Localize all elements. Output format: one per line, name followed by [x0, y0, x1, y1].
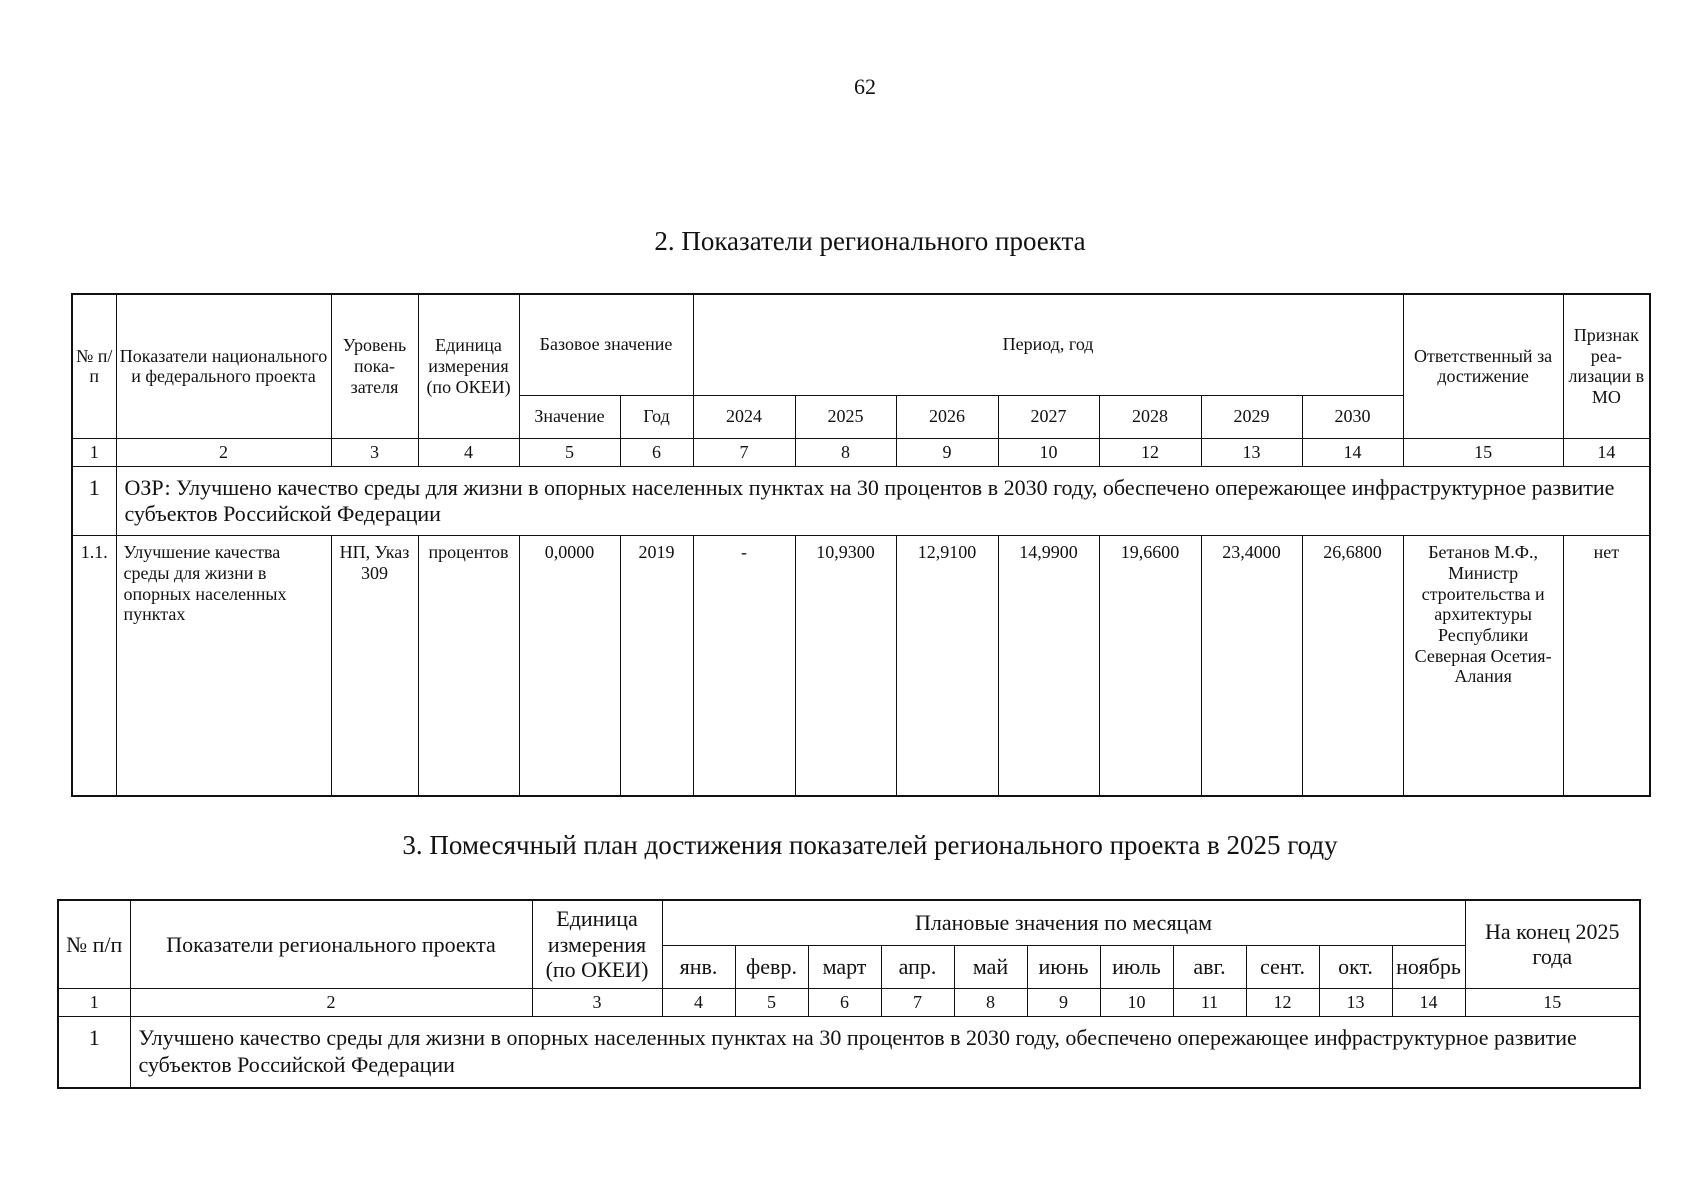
header-sign: Признак реа-лизации в МО — [1563, 294, 1650, 438]
header-year: 2028 — [1099, 395, 1201, 438]
row-value-2029: 23,4000 — [1201, 536, 1302, 796]
header-period: Период, год — [693, 294, 1403, 395]
header-month: февр. — [735, 945, 808, 988]
row-base-value: 0,0000 — [519, 536, 620, 796]
column-number: 10 — [1100, 988, 1173, 1016]
section-2-title: 2. Показатели регионального проекта — [654, 226, 1086, 256]
goal-number: 1 — [72, 466, 116, 536]
header-indicator: Показатели регионального проекта — [130, 900, 532, 988]
column-number: 6 — [808, 988, 881, 1016]
column-number: 4 — [662, 988, 735, 1016]
column-number: 14 — [1392, 988, 1465, 1016]
column-number: 14 — [1563, 438, 1650, 466]
column-number: 5 — [735, 988, 808, 1016]
header-month: сент. — [1246, 945, 1319, 988]
header-unit: Единица измерения (по ОКЕИ) — [532, 900, 662, 988]
column-number: 13 — [1201, 438, 1302, 466]
column-number: 14 — [1302, 438, 1403, 466]
column-number: 5 — [519, 438, 620, 466]
goal-row — [58, 1016, 1640, 1088]
goal-number: 1 — [58, 1016, 130, 1088]
goal-row — [72, 466, 1650, 536]
column-number: 15 — [1465, 988, 1640, 1016]
column-number: 12 — [1246, 988, 1319, 1016]
header-year: 2029 — [1201, 395, 1302, 438]
header-month: янв. — [662, 945, 735, 988]
column-number: 8 — [954, 988, 1027, 1016]
column-number: 15 — [1403, 438, 1563, 466]
column-numbers-row — [58, 988, 1640, 1016]
column-number: 6 — [620, 438, 693, 466]
header-base-value: Значение — [519, 395, 620, 438]
header-num: № п/п — [72, 294, 116, 438]
header-level: Уровень пока-зателя — [331, 294, 418, 438]
column-number: 7 — [693, 438, 795, 466]
header-year: 2026 — [896, 395, 998, 438]
column-number: 3 — [532, 988, 662, 1016]
column-number: 12 — [1099, 438, 1201, 466]
header-month: май — [954, 945, 1027, 988]
header-indicator: Показатели национального и федерального проекта — [116, 294, 331, 438]
row-value-2027: 14,9900 — [998, 536, 1099, 796]
header-row-1 — [58, 900, 1640, 945]
row-value-2026: 12,9100 — [896, 536, 998, 796]
header-year: 2030 — [1302, 395, 1403, 438]
column-number: 9 — [896, 438, 998, 466]
section-3-title: 3. Помесячный план достижения показателей регионального проекта в 2025 году — [402, 830, 1338, 860]
header-month: апр. — [881, 945, 954, 988]
column-number: 8 — [795, 438, 896, 466]
column-number: 10 — [998, 438, 1099, 466]
column-number: 1 — [58, 988, 130, 1016]
column-number: 3 — [331, 438, 418, 466]
header-responsible: Ответственный за достижение — [1403, 294, 1563, 438]
row-indicator: Улучшение качества среды для жизни в опорных населенных пунктах — [116, 536, 331, 796]
row-responsible: Бетанов М.Ф., Министр строительства и архитектуры Республики Северная Осетия-Алания — [1403, 536, 1563, 796]
column-number: 4 — [418, 438, 519, 466]
row-value-2028: 19,6600 — [1099, 536, 1201, 796]
header-year: 2027 — [998, 395, 1099, 438]
row-sign: нет — [1563, 536, 1650, 796]
column-number: 13 — [1319, 988, 1392, 1016]
header-row-1 — [72, 294, 1650, 395]
header-month: ноябрь — [1392, 945, 1465, 988]
row-level: НП, Указ 309 — [331, 536, 418, 796]
column-number: 2 — [130, 988, 532, 1016]
column-number: 9 — [1027, 988, 1100, 1016]
column-numbers-row — [72, 438, 1650, 466]
column-number: 11 — [1173, 988, 1246, 1016]
header-plan: Плановые значения по месяцам — [662, 900, 1465, 945]
header-year: 2024 — [693, 395, 795, 438]
header-year: 2025 — [795, 395, 896, 438]
regional-indicators-table — [71, 293, 1651, 797]
goal-text: Улучшено качество среды для жизни в опорных населенных пунктах на 30 процентов в 2030 году, обеспечено опережающее инфраструктурное развитие субъектов Российской Федерации — [130, 1016, 1640, 1088]
page-number: 62 — [854, 74, 876, 99]
row-number: 1.1. — [72, 536, 116, 796]
header-month: июнь — [1027, 945, 1100, 988]
header-num: № п/п — [58, 900, 130, 988]
header-unit: Единица измерения (по ОКЕИ) — [418, 294, 519, 438]
header-end: На конец 2025 года — [1465, 900, 1640, 988]
column-number: 1 — [72, 438, 116, 466]
header-month: окт. — [1319, 945, 1392, 988]
header-month: авг. — [1173, 945, 1246, 988]
goal-text: ОЗР: Улучшено качество среды для жизни в опорных населенных пунктах на 30 процентов в 2030 году, обеспечено опережающее инфраструктурное развитие субъектов Российской Федерации — [116, 466, 1650, 536]
column-number: 2 — [116, 438, 331, 466]
row-value-2024: - — [693, 536, 795, 796]
column-number: 7 — [881, 988, 954, 1016]
header-month: июль — [1100, 945, 1173, 988]
monthly-plan-table — [57, 899, 1641, 1089]
row-base-year: 2019 — [620, 536, 693, 796]
header-base-year: Год — [620, 395, 693, 438]
header-base: Базовое значение — [519, 294, 693, 395]
header-month: март — [808, 945, 881, 988]
table-row — [72, 536, 1650, 796]
row-value-2030: 26,6800 — [1302, 536, 1403, 796]
row-unit: процентов — [418, 536, 519, 796]
row-value-2025: 10,9300 — [795, 536, 896, 796]
